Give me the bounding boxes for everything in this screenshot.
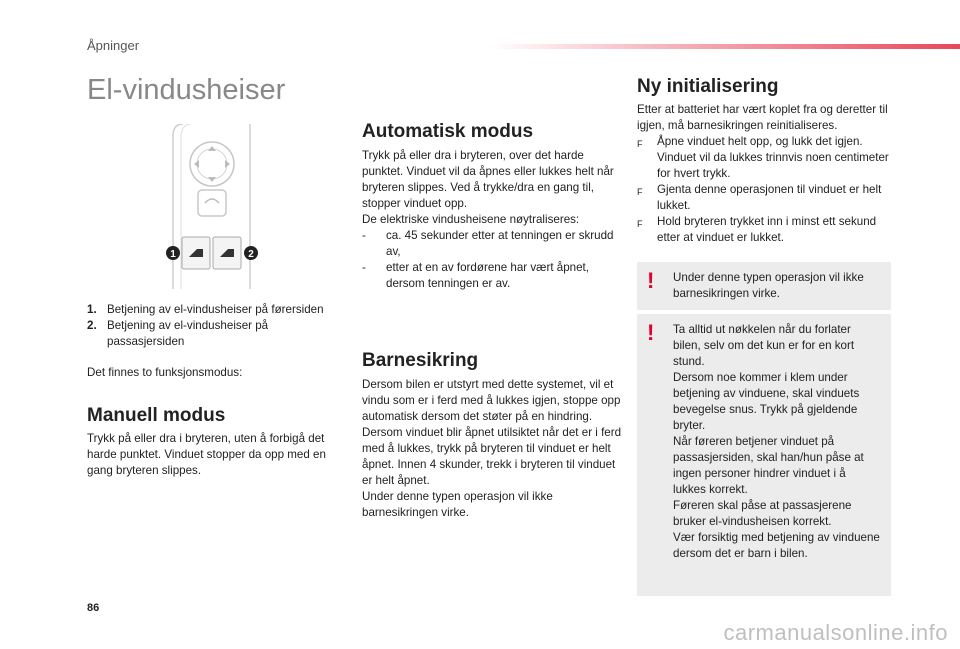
manual-mode-heading: Manuell modus: [87, 405, 226, 426]
child-lock-p2: Dersom vinduet blir åpnet utilsiktet når det er i ferd med å lukkes, trykk på bryteren til vinduet er helt åpnet. Innen 4 skunder, trekk i bryteren til vinduet er helt åpnet.: [362, 426, 622, 487]
list-item-text: Gjenta denne operasjonen til vinduet er helt lukket.: [657, 183, 882, 212]
warning-text: Under denne typen operasjon vil ikke barnesikringen virke.: [673, 271, 864, 300]
reinit-intro: Etter at batteriet har vært koplet fra og deretter til igjen, må barnesikringen reinitialiseres.: [637, 103, 888, 132]
child-lock-p1: Dersom bilen er utstyrt med dette systemet, vil et vindu som er i ferd med å lukkes igjen, stoppe opp automatisk dersom det støter på en hindring.: [362, 378, 621, 423]
warning-box: [637, 314, 891, 596]
manual-mode-text: Trykk på eller dra i bryteren, uten å forbigå det harde punktet. Vinduet stopper da opp med en gang bryteren slippes.: [87, 432, 326, 477]
illustration-legend: [87, 302, 342, 350]
warning-text: Dersom noe kommer i klem under betjening av vinduene, skal vinduets bevegelse snus. Trykk på gjeldende bryter.: [673, 371, 860, 432]
intro-text: Det finnes to funksjonsmodus:: [87, 366, 243, 379]
legend-text: Betjening av el-vindusheiser på passasjersiden: [107, 319, 269, 348]
automatic-mode-content: [362, 148, 624, 292]
arrow-bullet-icon: F: [637, 139, 643, 149]
page-title: El-vindusheiser: [87, 74, 286, 106]
header-accent-bar: [490, 44, 960, 49]
reinit-content: [637, 102, 895, 246]
automatic-mode-heading: Automatisk modus: [362, 121, 534, 142]
warning-box: [637, 262, 891, 310]
child-lock-p3: Under denne typen operasjon vil ikke barnesikringen virke.: [362, 490, 553, 519]
callout-2: 2: [248, 249, 254, 260]
page-number: 86: [87, 602, 100, 614]
warning-text: Ta alltid ut nøkkelen når du forlater bilen, selv om det kun er for en kort stund.: [673, 323, 855, 368]
legend-item: [87, 318, 342, 350]
list-item: [637, 182, 895, 214]
arrow-bullet-icon: F: [637, 219, 643, 229]
neutralize-intro: De elektriske vindusheisene nøytraliseres:: [362, 213, 580, 226]
list-item-text: Åpne vinduet helt opp, og lukk det igjen. Vinduet vil da lukkes trinnvis noen centimeter for hvert trykk.: [657, 135, 889, 180]
legend-number: 1.: [87, 303, 97, 316]
list-item: [637, 134, 895, 182]
warning-icon: !: [647, 268, 655, 293]
child-lock-heading: Barnesikring: [362, 350, 479, 371]
legend-number: 2.: [87, 319, 97, 332]
automatic-mode-text: Trykk på eller dra i bryteren, over det harde punktet. Vinduet vil da åpnes eller lukkes helt når bryteren slippes. Ved å trykke/dra en gang til, stopper vinduet opp.: [362, 149, 614, 210]
list-item: [362, 228, 624, 260]
child-lock-content: [362, 377, 624, 521]
list-item: [637, 214, 895, 246]
reinit-steps: [637, 134, 895, 246]
section-label: Åpninger: [87, 38, 140, 53]
list-item: [362, 260, 624, 292]
warning-text: Føreren skal påse at passasjerene bruker el-vindusheisen korrekt.: [673, 499, 852, 528]
neutralize-list: [362, 228, 624, 292]
list-marker: -: [362, 261, 366, 274]
callout-1: 1: [170, 249, 176, 260]
list-marker: -: [362, 229, 366, 242]
window-switch-illustration: [165, 124, 265, 289]
list-item-text: Hold bryteren trykket inn i minst ett sekund etter at vinduet er lukket.: [657, 215, 877, 244]
warning-text: Når føreren betjener vinduet på passasjersiden, skal han/hun påse at ingen personer hindrer vinduet i å lukkes korrekt.: [673, 435, 864, 496]
list-item-text: etter at en av fordørene har vært åpnet, dersom tenningen er av.: [386, 261, 589, 290]
list-item-text: ca. 45 sekunder etter at tenningen er skrudd av,: [386, 229, 614, 258]
watermark: carmanualsonline.info: [723, 620, 948, 645]
legend-item: [87, 302, 342, 318]
reinit-heading: Ny initialisering: [637, 76, 779, 97]
legend-text: Betjening av el-vindusheiser på førersiden: [107, 303, 324, 316]
warning-text: Vær forsiktig med betjening av vinduene dersom det er barn i bilen.: [673, 531, 880, 560]
arrow-bullet-icon: F: [637, 187, 643, 197]
warning-icon: !: [647, 320, 655, 345]
